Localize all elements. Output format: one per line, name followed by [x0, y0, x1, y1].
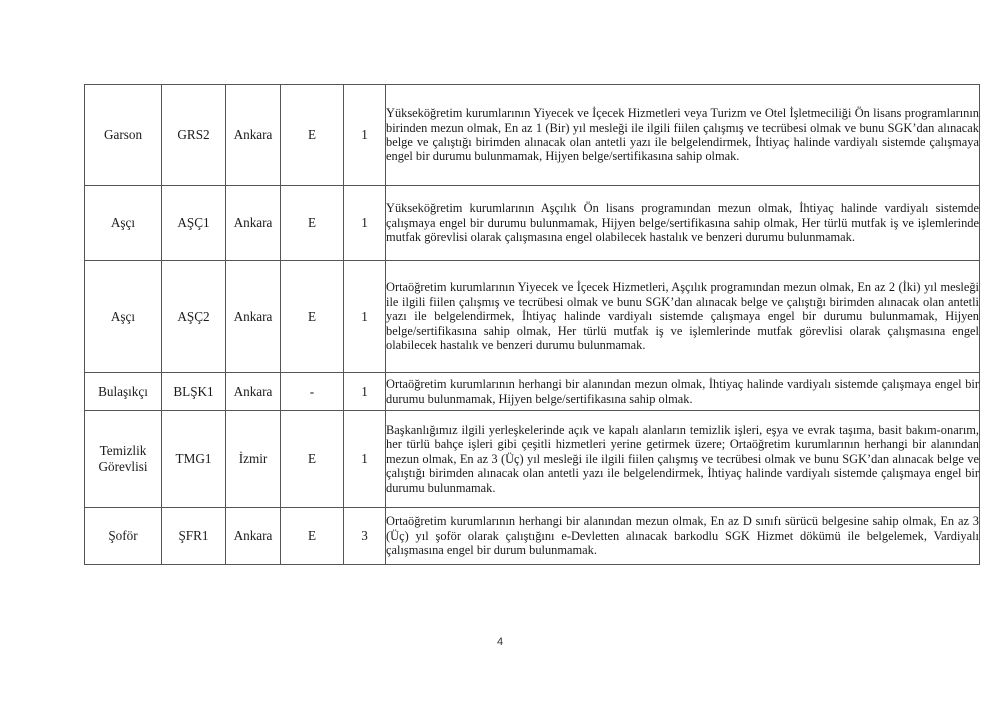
code-cell: BLŞK1 — [162, 373, 226, 411]
table-row — [85, 508, 980, 565]
position-cell: Temizlik Görevlisi — [85, 411, 162, 508]
city-cell: Ankara — [226, 261, 281, 373]
code-cell: GRS2 — [162, 85, 226, 186]
gender-cell: E — [281, 411, 344, 508]
gender-cell: E — [281, 85, 344, 186]
requirements-cell: Yükseköğretim kurumlarının Aşçılık Ön lisans programından mezun olmak, İhtiyaç halinde vardiyalı sistemde çalışmaya engel bir durumu bulunmamak, Hijyen belge/sertifikasına sahip olmak, Her türlü mutfak iş ve işlemlerinde mutfak görevlisi olarak çalışmasına engel olabilecek hastalık ve benzeri durumu bulunmamak. — [386, 186, 980, 261]
gender-cell: E — [281, 261, 344, 373]
table-row — [85, 411, 980, 508]
count-cell: 1 — [344, 85, 386, 186]
position-cell: Aşçı — [85, 261, 162, 373]
city-cell: Ankara — [226, 373, 281, 411]
code-cell: AŞÇ2 — [162, 261, 226, 373]
page-number: 4 — [496, 636, 504, 648]
code-cell: ŞFR1 — [162, 508, 226, 565]
position-cell: Bulaşıkçı — [85, 373, 162, 411]
city-cell: Ankara — [226, 85, 281, 186]
position-cell: Garson — [85, 85, 162, 186]
city-cell: Ankara — [226, 508, 281, 565]
requirements-cell: Başkanlığımız ilgili yerleşkelerinde açık ve kapalı alanların temizlik işleri, eşya ve evrak taşıma, basit bakım-onarım, her türlü bahçe işleri gibi çeşitli hizmetleri yerine getirmek üzere; Ortaöğretim kurumlarının herhangi bir alanından mezun olmak, En az 3 (Üç) yıl mesleği ile ilgili fiilen çalışmış ve tecrübesi olmak ve bunu SGK’dan alınacak belge ve çalıştığı birimden alınacak olan antetli yazı ile belgelendirmek, İhtiyaç halinde vardiyalı sistemde çalışmaya engel bir durumu bulunmamak. — [386, 411, 980, 508]
city-cell: Ankara — [226, 186, 281, 261]
gender-cell: E — [281, 186, 344, 261]
table-row — [85, 186, 980, 261]
table-row — [85, 261, 980, 373]
city-cell: İzmir — [226, 411, 281, 508]
position-cell: Şoför — [85, 508, 162, 565]
count-cell: 1 — [344, 411, 386, 508]
count-cell: 3 — [344, 508, 386, 565]
requirements-cell: Ortaöğretim kurumlarının Yiyecek ve İçecek Hizmetleri, Aşçılık programından mezun olmak, En az 2 (İki) yıl mesleği ile ilgili fiilen çalışmış ve tecrübesi olmak ve bunu SGK’dan alınacak belge ve çalıştığı birimden alınacak olan antetli yazı ile belgelendirmek, İhtiyaç halinde vardiyalı sistemde çalışmaya engel bir durumu bulunmamak, Hijyen belge/sertifikasına sahip olmak, Her türlü mutfak iş ve işlemlerinde mutfak görevlisi olarak çalışmasına engel olabilecek hastalık ve benzeri durumu bulunmamak. — [386, 261, 980, 373]
job-requirements-table — [84, 84, 980, 565]
count-cell: 1 — [344, 373, 386, 411]
count-cell: 1 — [344, 261, 386, 373]
gender-cell: - — [281, 373, 344, 411]
code-cell: TMG1 — [162, 411, 226, 508]
requirements-cell: Yükseköğretim kurumlarının Yiyecek ve İçecek Hizmetleri veya Turizm ve Otel İşletmeciliği Ön lisans programlarının birinden mezun olmak, En az 1 (Bir) yıl mesleği ile ilgili fiilen çalışmış ve tecrübesi olmak ve bunu SGK’dan alınacak belge ve çalıştığı birimden alınacak olan antetli yazı ile belgelendirmek, İhtiyaç halinde vardiyalı sistemde çalışmaya engel bir durumu bulunmamak, Hijyen belge/sertifikasına sahip olmak. — [386, 85, 980, 186]
code-cell: AŞÇ1 — [162, 186, 226, 261]
requirements-cell: Ortaöğretim kurumlarının herhangi bir alanından mezun olmak, En az D sınıfı sürücü belgesine sahip olmak, En az 3 (Üç) yıl şoför olarak çalıştığını e-Devletten alınacak barkodlu SGK Hizmet dökümü ile belgelemek, Vardiyalı çalışmasına engel bir durum bulunmamak. — [386, 508, 980, 565]
table-row — [85, 85, 980, 186]
count-cell: 1 — [344, 186, 386, 261]
table-row — [85, 373, 980, 411]
position-cell: Aşçı — [85, 186, 162, 261]
gender-cell: E — [281, 508, 344, 565]
requirements-cell: Ortaöğretim kurumlarının herhangi bir alanından mezun olmak, İhtiyaç halinde vardiyalı sistemde çalışmaya engel bir durumu bulunmamak, Hijyen belge/sertifikasına sahip olmak. — [386, 373, 980, 411]
